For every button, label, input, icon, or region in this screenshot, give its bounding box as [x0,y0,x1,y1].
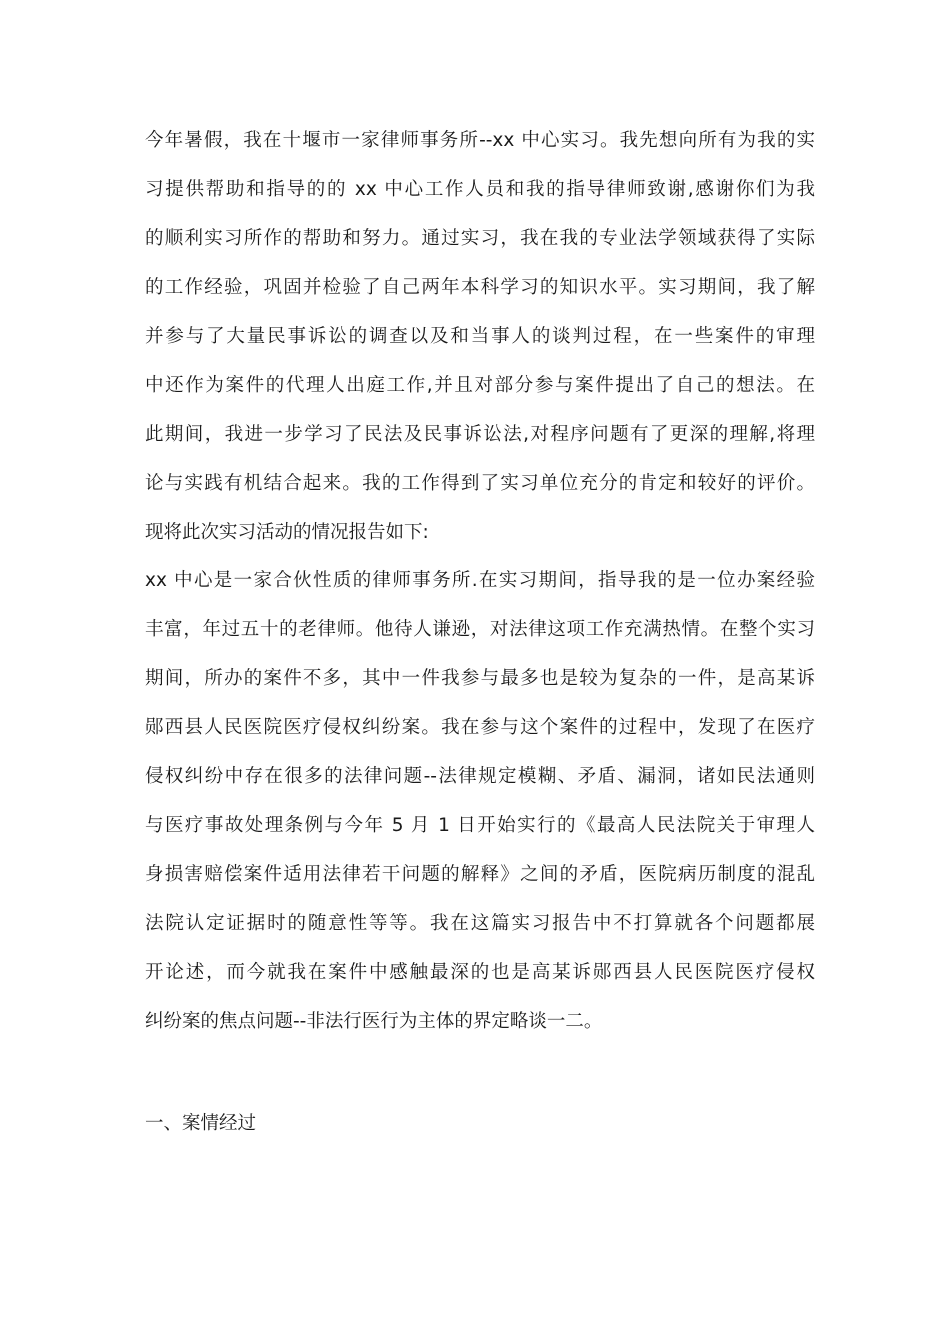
text-line: 侵权纠纷中存在很多的法律问题--法律规定模糊、矛盾、漏洞，诸如民法通则 [145,766,815,787]
text-line: 此期间，我进一步学习了民法及民事诉讼法,对程序问题有了更深的理解,将理 [145,424,815,445]
text-line: 论与实践有机结合起来。我的工作得到了实习单位充分的肯定和较好的评价。 [145,473,815,494]
text-line: 期间，所办的案件不多，其中一件我参与最多也是较为复杂的一件，是高某诉 [145,668,815,689]
text-line: 现将此次实习活动的情况报告如下: [145,522,429,543]
paragraph-law-firm-case [145,568,815,1058]
text-line: 与医疗事故处理条例与今年 5 月 1 日开始实行的《最高人民法院关于审理人 [145,815,815,836]
text-line: 纠纷案的焦点问题--非法行医行为主体的界定略谈一二。 [145,1011,603,1032]
text-line: 丰富，年过五十的老律师。他待人谦逊，对法律这项工作充满热情。在整个实习 [145,619,815,640]
text-line: 的顺利实习所作的帮助和努力。通过实习，我在我的专业法学领域获得了实际 [145,228,815,249]
text-line: xx 中心是一家合伙性质的律师事务所.在实习期间，指导我的是一位办案经验 [145,570,815,591]
text-line: 中还作为案件的代理人出庭工作,并且对部分参与案件提出了自己的想法。在 [145,375,815,396]
text-line: 身损害赔偿案件适用法律若干问题的解释》之间的矛盾，医院病历制度的混乱 [145,864,815,885]
text-line: 的工作经验，巩固并检验了自己两年本科学习的知识水平。实习期间，我了解 [145,277,815,298]
text-line: 开论述，而今就我在案件中感触最深的也是高某诉郧西县人民医院医疗侵权 [145,962,815,983]
paragraph-internship-intro [145,128,815,569]
text-line: 今年暑假，我在十堰市一家律师事务所--xx 中心实习。我先想向所有为我的实 [145,130,815,151]
section-heading-text: 一、案情经过 [145,1113,257,1134]
text-line: 郧西县人民医院医疗侵权纠纷案。我在参与这个案件的过程中，发现了在医疗 [145,717,815,738]
text-line: 并参与了大量民事诉讼的调查以及和当事人的谈判过程，在一些案件的审理 [145,326,815,347]
section-heading [145,1111,815,1160]
text-line: 习提供帮助和指导的的 xx 中心工作人员和我的指导律师致谢,感谢你们为我 [145,179,815,200]
text-line: 法院认定证据时的随意性等等。我在这篇实习报告中不打算就各个问题都展 [145,913,815,934]
